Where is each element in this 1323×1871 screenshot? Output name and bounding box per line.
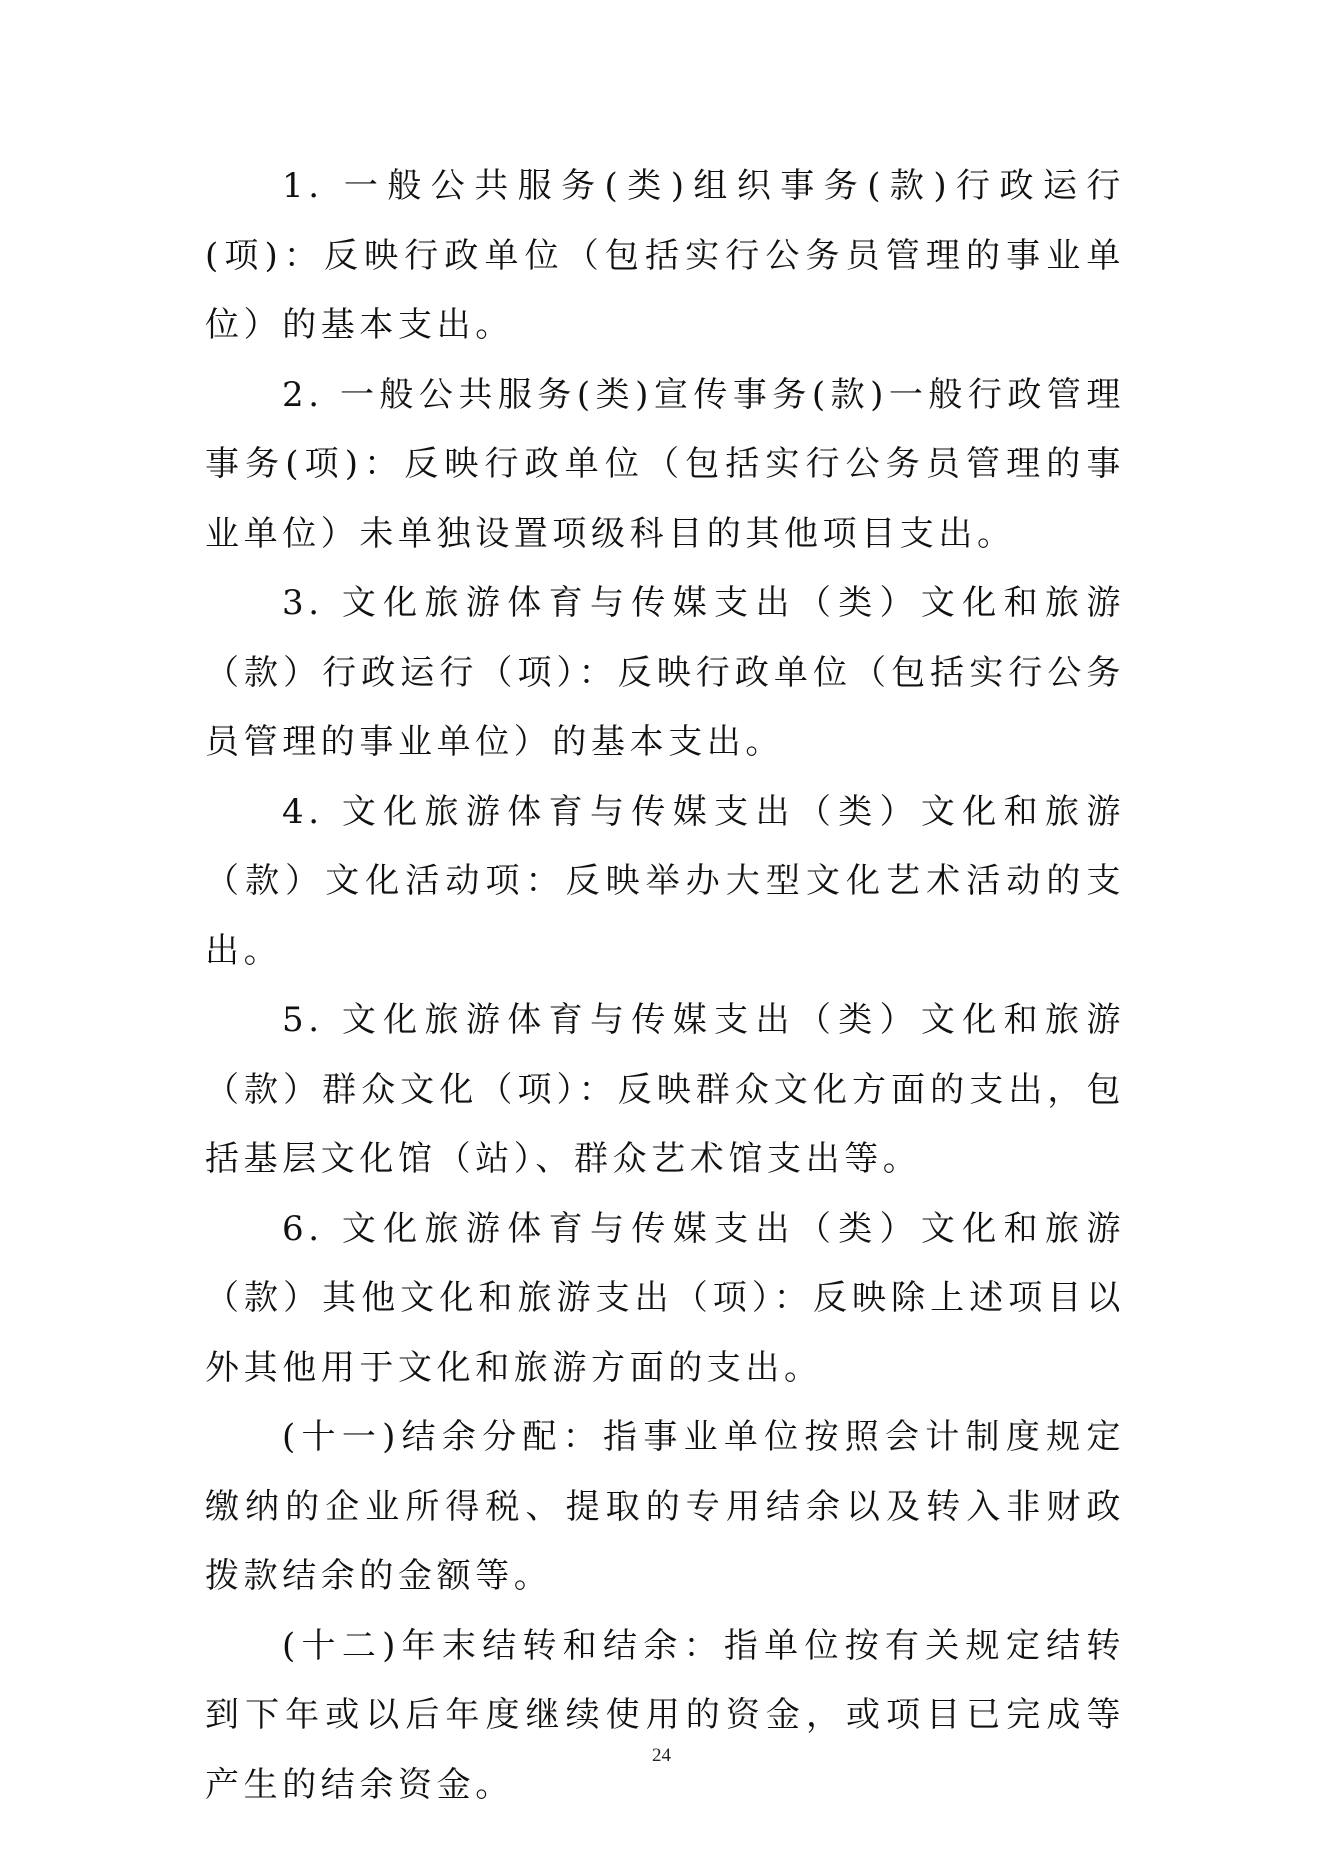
paragraph-item-4: 4. 文化旅游体育与传媒支出（类）文化和旅游（款）文化活动项：反映举办大型文化艺术活动的支出。: [205, 791, 1125, 971]
paragraph-item-5: 5. 文化旅游体育与传媒支出（类）文化和旅游（款）群众文化（项）：反映群众文化方面的支出，包括基层文化馆（站）、群众艺术馆支出等。: [205, 1000, 1125, 1179]
paragraph-balance-distribution: (十一)结余分配：指事业单位按照会计制度规定缴纳的企业所得税、提取的专用结余以及转入非财政拨款结余的金额等。: [205, 1417, 1125, 1596]
paragraph-item-3: 3. 文化旅游体育与传媒支出（类）文化和旅游（款）行政运行（项）：反映行政单位（包括实行公务员管理的事业单位）的基本支出。: [205, 583, 1125, 762]
document-body: [205, 152, 1125, 1820]
paragraph-item-1: 1. 一般公共服务(类)组织事务(款)行政运行(项)：反映行政单位（包括实行公务员管理的事业单位）的基本支出。: [205, 166, 1125, 345]
paragraph-item-6: 6. 文化旅游体育与传媒支出（类）文化和旅游（款）其他文化和旅游支出（项）：反映除上述项目以外其他用于文化和旅游方面的支出。: [205, 1208, 1125, 1388]
page-number: 24: [652, 1745, 671, 1766]
paragraph-year-end-carryover: (十二)年末结转和结余：指单位按有关规定结转到下年或以后年度继续使用的资金，或项目已完成等产生的结余资金。: [205, 1625, 1125, 1805]
paragraph-item-2: 2. 一般公共服务(类)宣传事务(款)一般行政管理事务(项)：反映行政单位（包括实行公务员管理的事业单位）未单独设置项级科目的其他项目支出。: [205, 374, 1125, 554]
